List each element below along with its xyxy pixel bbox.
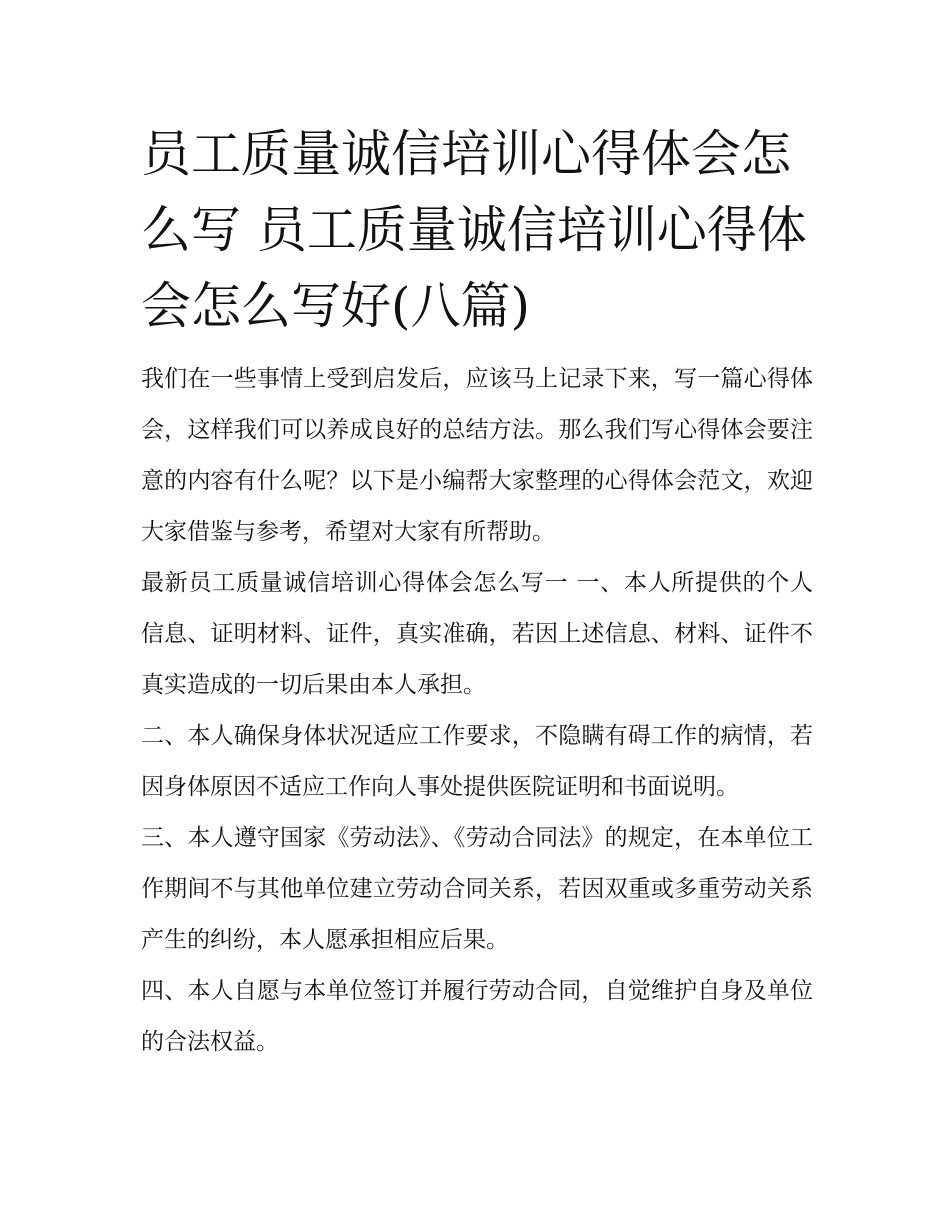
clause-four-paragraph: 四、本人自愿与本单位签订并履行劳动合同，自觉维护自身及单位的合法权益。: [141, 978, 813, 1055]
document-page: [141, 116, 813, 1068]
intro-paragraph: 我们在一些事情上受到启发后，应该马上记录下来，写一篇心得体会，这样我们可以养成良好的总结方法。那么我们写心得体会要注意的内容有什么呢？以下是小编帮大家整理的心得体会范文，欢迎大家借鉴与参考，希望对大家有所帮助。: [141, 366, 813, 545]
document-title: 员工质量诚信培训心得体会怎么写 员工质量诚信培训心得体会怎么写好(八篇): [141, 125, 807, 335]
section-one-paragraph: 最新员工质量诚信培训心得体会怎么写一 一、本人所提供的个人信息、证明材料、证件，真实准确，若因上述信息、材料、证件不真实造成的一切后果由本人承担。: [141, 570, 813, 698]
clause-two-paragraph: 二、本人确保身体状况适应工作要求，不隐瞒有碍工作的病情，若因身体原因不适应工作向人事处提供医院证明和书面说明。: [141, 723, 813, 800]
clause-three-paragraph: 三、本人遵守国家《劳动法》、《劳动合同法》的规定，在本单位工作期间不与其他单位建立劳动合同关系，若因双重或多重劳动关系产生的纠纷，本人愿承担相应后果。: [141, 825, 813, 953]
